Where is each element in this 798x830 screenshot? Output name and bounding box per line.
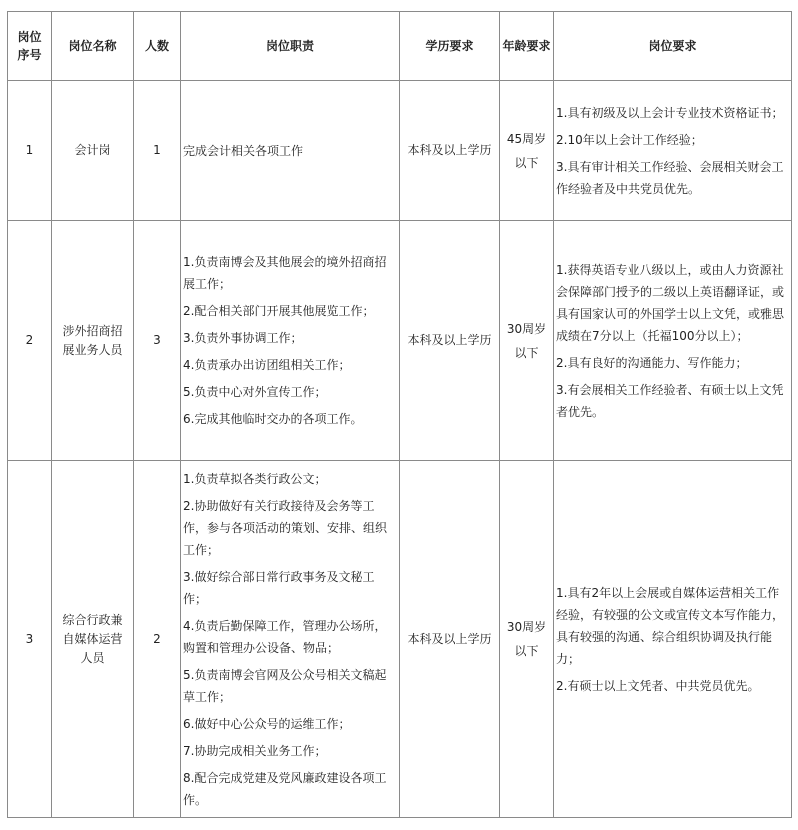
requirement-item: 1.具有初级及以上会计专业技术资格证书；: [556, 105, 784, 120]
duty-item: 8.配合完成党建及党风廉政建设各项工作。: [183, 770, 387, 807]
table-row: [8, 221, 792, 461]
cell-name: 涉外招商招展业务人员: [52, 221, 134, 461]
cell-requirements: [554, 221, 792, 461]
duty-item: 1.负责南博会及其他展会的境外招商招展工作；: [183, 255, 387, 291]
cell-age: 30周岁以下: [500, 461, 554, 818]
duty-item: 3.做好综合部日常行政事务及文秘工作；: [183, 569, 375, 606]
header-count: 人数: [134, 12, 181, 81]
cell-requirements: [554, 461, 792, 818]
cell-requirements: [554, 81, 792, 221]
cell-duties: [181, 81, 400, 221]
duty-item: 完成会计相关各项工作: [183, 143, 304, 158]
header-seq: 岗位序号: [8, 12, 52, 81]
cell-duties: [181, 461, 400, 818]
requirement-item: 1.获得英语专业八级以上，或由人力资源社会保障部门授予的二级以上英语翻译证，或具有国家认可的外国学士以上文凭，或雅思成绩在7分以上（托福100分以上）；: [556, 262, 785, 343]
job-requirements-table: [7, 11, 792, 818]
header-duties: 岗位职责: [181, 12, 400, 81]
cell-name: 综合行政兼自媒体运营人员: [52, 461, 134, 818]
cell-count: 1: [134, 81, 181, 221]
requirement-item: 3.具有审计相关工作经验、会展相关财会工作经验者及中共党员优先。: [556, 159, 784, 196]
header-row: [8, 12, 792, 81]
duty-item: 4.负责后勤保障工作，管理办公场所，购置和管理办公设备、物品；: [183, 618, 387, 655]
cell-duties: [181, 221, 400, 461]
duty-item: 3.负责外事协调工作；: [183, 331, 303, 345]
cell-education: 本科及以上学历: [400, 81, 500, 221]
duty-item: 5.负责中心对外宣传工作；: [183, 385, 327, 399]
cell-education: 本科及以上学历: [400, 221, 500, 461]
duty-item: 7.协助完成相关业务工作；: [183, 743, 327, 758]
cell-seq: 2: [8, 221, 52, 461]
requirement-item: 2.具有良好的沟通能力、写作能力；: [556, 355, 748, 370]
header-requirements: 岗位要求: [554, 12, 792, 81]
header-education: 学历要求: [400, 12, 500, 81]
table-row: [8, 461, 792, 818]
table-row: [8, 81, 792, 221]
duty-item: 6.完成其他临时交办的各项工作。: [183, 412, 363, 426]
cell-count: 2: [134, 461, 181, 818]
cell-name: 会计岗: [52, 81, 134, 221]
requirement-item: 2.有硕士以上文凭者、中共党员优先。: [556, 678, 760, 693]
cell-seq: 3: [8, 461, 52, 818]
duty-item: 2.配合相关部门开展其他展览工作；: [183, 304, 375, 318]
cell-age: 45周岁以下: [500, 81, 554, 221]
requirement-item: 3.有会展相关工作经验者、有硕士以上文凭者优先。: [556, 382, 784, 419]
duty-item: 6.做好中心公众号的运维工作；: [183, 716, 351, 731]
duty-item: 4.负责承办出访团组相关工作；: [183, 358, 351, 372]
cell-education: 本科及以上学历: [400, 461, 500, 818]
duty-item: 5.负责南博会官网及公众号相关文稿起草工作；: [183, 667, 387, 704]
cell-count: 3: [134, 221, 181, 461]
cell-age: 30周岁以下: [500, 221, 554, 461]
duty-item: 2.协助做好有关行政接待及会务等工作，参与各项活动的策划、安排、组织工作；: [183, 498, 388, 557]
header-age: 年龄要求: [500, 12, 554, 81]
requirement-item: 2.10年以上会计工作经验；: [556, 132, 703, 147]
header-name: 岗位名称: [52, 12, 134, 81]
cell-seq: 1: [8, 81, 52, 221]
requirement-item: 1.具有2年以上会展或自媒体运营相关工作经验，有较强的公文或宣传文本写作能力，具有较强的沟通、综合组织协调及执行能力；: [556, 585, 785, 666]
duty-item: 1.负责草拟各类行政公文；: [183, 471, 327, 486]
